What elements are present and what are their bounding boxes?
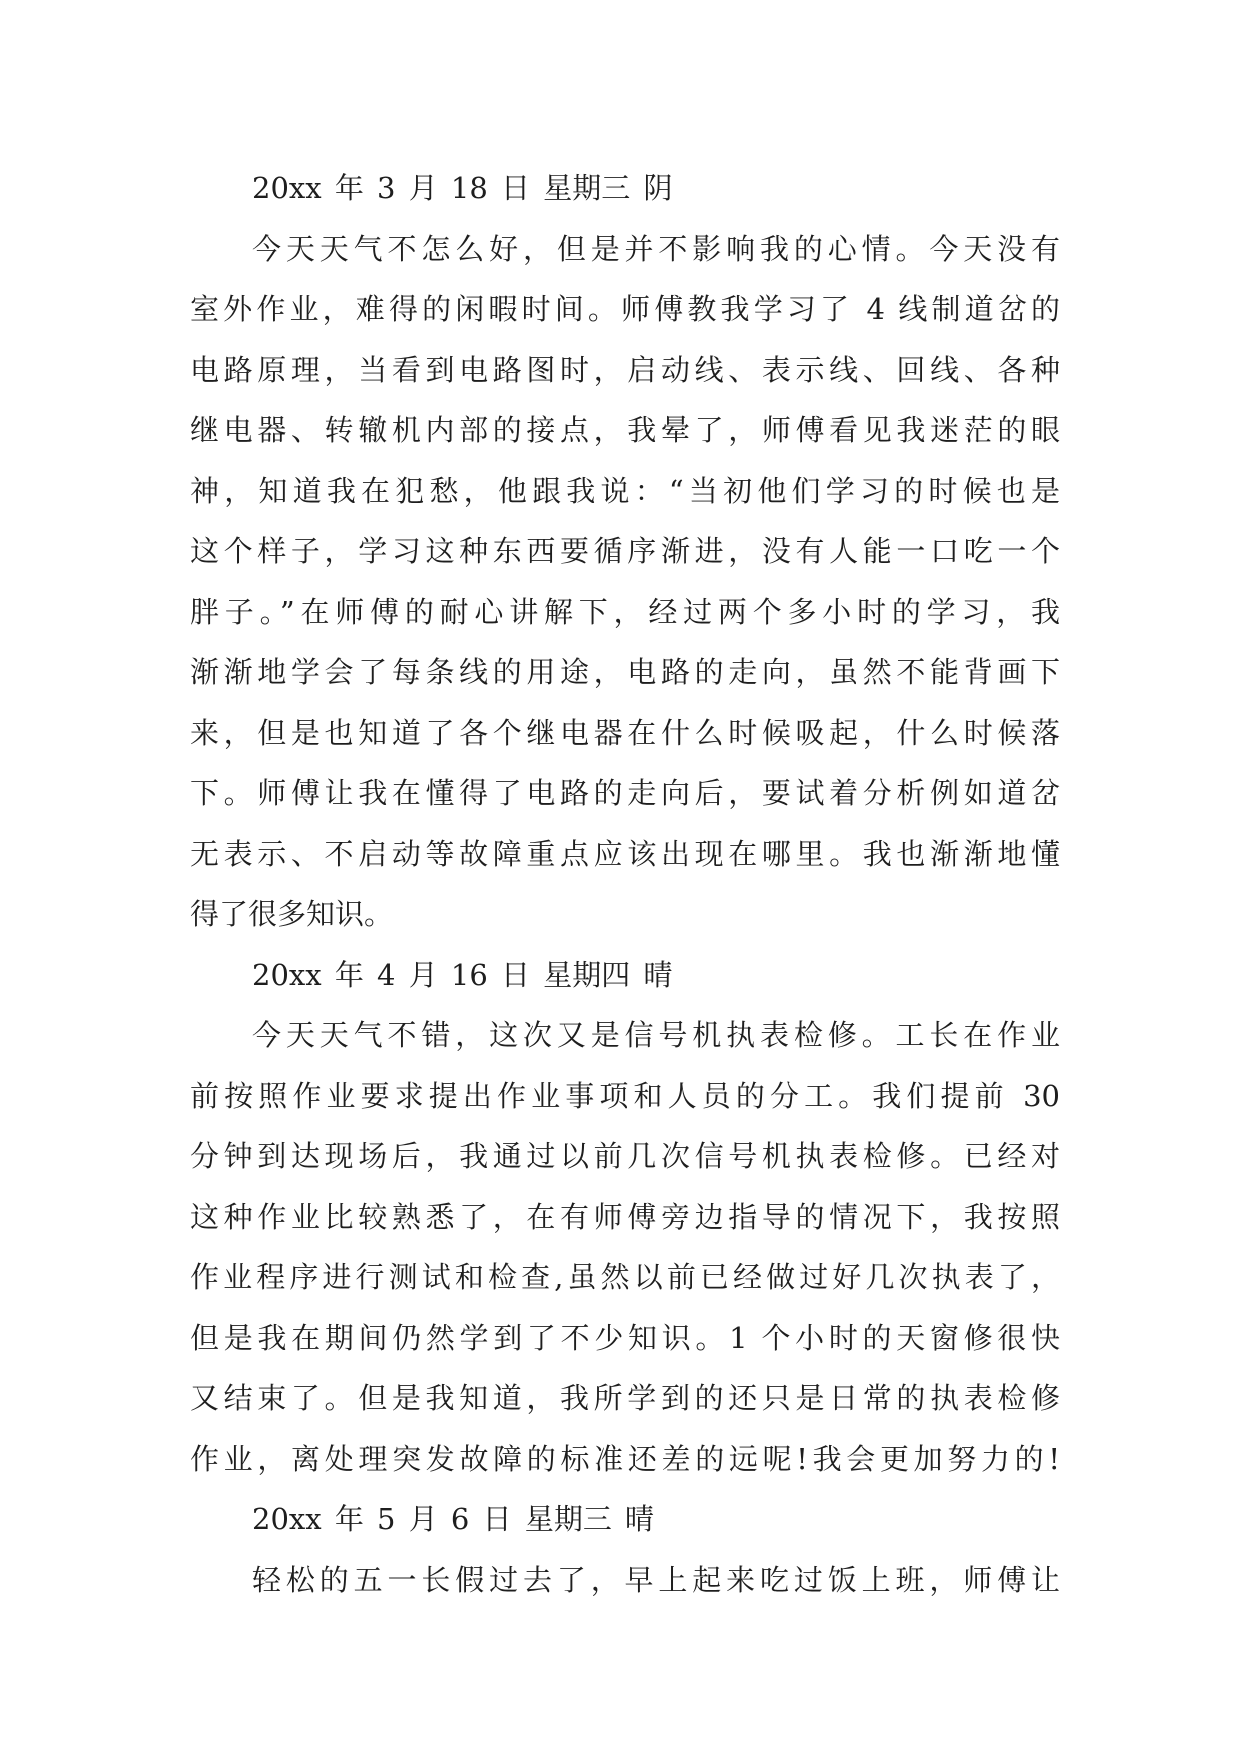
text-line: 这个样子，学习这种东西要循序渐进，没有人能一口吃一个 (190, 534, 1060, 568)
text-line: 今天天气不错，这次又是信号机执表检修。工长在作业 (252, 1018, 1060, 1052)
text-line: 作业程序进行测试和检查,虽然以前已经做过好几次执表了， (190, 1260, 1060, 1294)
text-line: 但是我在期间仍然学到了不少知识。1 个小时的天窗修很快 (190, 1320, 1060, 1355)
text-line: 作业，离处理突发故障的标准还差的远呢!我会更加努力的! (190, 1441, 1060, 1476)
text-line: 神，知道我在犯愁，他跟我说：“当初他们学习的时候也是 (190, 473, 1060, 508)
text-line: 又结束了。但是我知道，我所学到的还只是日常的执表检修 (190, 1381, 1060, 1415)
text-line: 今天天气不怎么好，但是并不影响我的心情。今天没有 (252, 231, 1060, 266)
text-line: 来，但是也知道了各个继电器在什么时候吸起，什么时候落 (190, 715, 1060, 750)
text-line: 前按照作业要求提出作业事项和人员的分工。我们提前 30 (190, 1078, 1060, 1113)
text-line: 轻松的五一长假过去了，早上起来吃过饭上班，师傅让 (252, 1562, 1060, 1597)
text-line: 电路原理，当看到电路图时，启动线、表示线、回线、各种 (190, 352, 1060, 387)
text-line: 继电器、转辙机内部的接点，我晕了，师傅看见我迷茫的眼 (190, 413, 1060, 447)
diary-entry-date: 20xx 年 5 月 6 日 星期三 晴 (252, 1502, 655, 1536)
text-line: 得了很多知识。 (190, 897, 394, 931)
text-line: 无表示、不启动等故障重点应该出现在哪里。我也渐渐地懂 (190, 836, 1060, 871)
text-line: 下。师傅让我在懂得了电路的走向后，要试着分析例如道岔 (190, 776, 1060, 810)
text-line: 室外作业，难得的闲暇时间。师傅教我学习了 4 线制道岔的 (190, 292, 1060, 326)
text-line: 这种作业比较熟悉了，在有师傅旁边指导的情况下，我按照 (190, 1199, 1060, 1234)
text-line: 胖子。”在师傅的耐心讲解下，经过两个多小时的学习，我 (190, 594, 1060, 629)
diary-entry-date: 20xx 年 3 月 18 日 星期三 阴 (252, 171, 673, 205)
diary-entry-date: 20xx 年 4 月 16 日 星期四 晴 (252, 957, 673, 992)
text-line: 渐渐地学会了每条线的用途，电路的走向，虽然不能背画下 (190, 655, 1060, 689)
diary-text (190, 158, 1060, 1610)
text-line: 分钟到达现场后，我通过以前几次信号机执表检修。已经对 (190, 1139, 1060, 1173)
